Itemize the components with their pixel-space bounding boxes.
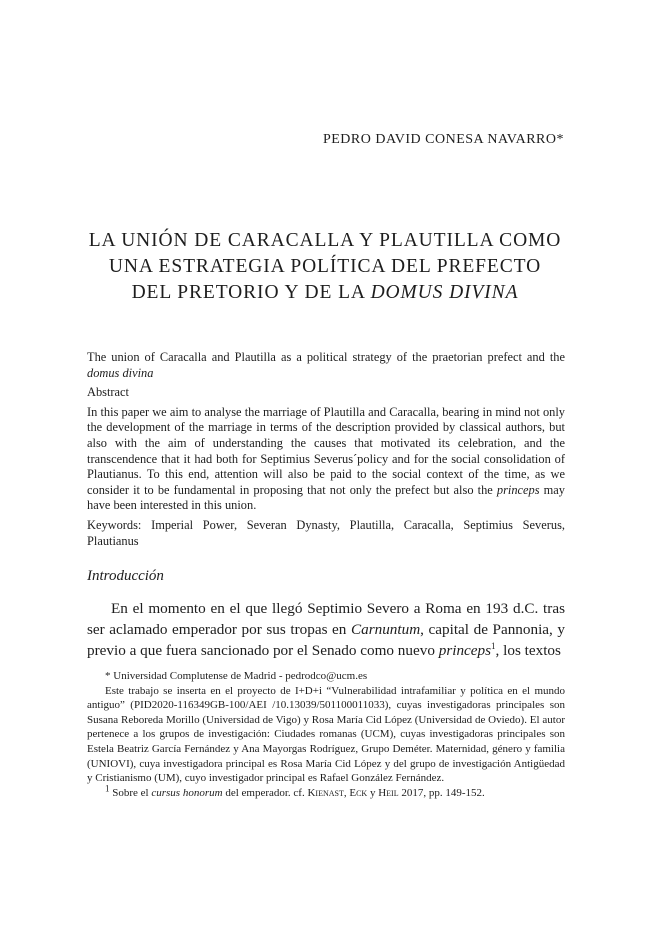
title-line-3-text: DEL PRETORIO Y DE LA <box>131 282 371 303</box>
body-text-part-3: , los textos <box>495 642 561 659</box>
title-line-3-italic: DOMUS DIVINA <box>370 282 519 303</box>
footnote-1-author-1: Kienast <box>307 786 344 799</box>
footnote-ref: 1 <box>491 640 496 651</box>
english-title <box>87 350 565 381</box>
keywords: Keywords: Imperial Power, Severan Dynasty, Plautilla, Caracalla, Septimius Severus, Plautianus <box>87 517 565 548</box>
abstract-heading: Abstract <box>87 385 129 400</box>
body-paragraph <box>87 598 565 661</box>
abstract-body <box>87 405 565 514</box>
title-line-3 <box>60 280 590 306</box>
footnote-1 <box>87 783 565 801</box>
abstract-body-part-2: may have been interested in this union. <box>87 482 566 513</box>
abstract-block <box>87 350 565 549</box>
footnote-1-author-3: Heil <box>378 786 399 799</box>
footnote-1-author-2: Eck <box>349 786 368 799</box>
footnote-1-italic: cursus honorum <box>151 786 223 799</box>
english-title-text: The union of Caracalla and Plautilla as a political strategy of the praetorian prefect and the <box>87 350 565 364</box>
article-title <box>60 228 590 306</box>
english-title-italic: domus divina <box>87 365 154 380</box>
footnote-project: Este trabajo se inserta en el proyecto de I+D+i “Vulnerabilidad intrafamiliar y política en el mundo antiguo” (PID2020-116349GB-100/AEI /10.13039/501100011033), cuyas investigadoras principales son Susana Reboreda Morillo (Universidad de Vigo) y Rosa María Cid López (Universidad de Oviedo). El autor pertenece a los grupos de investigación: Ciudades romanas (UCM), cuyas investigadoras principales son Estela Beatriz García Fernández y Ana Mayorgas Rodríguez, Grupo Deméter. Maternidad, género y familia (UNIOVI), cuya investigadora principal es Rosa María Cid López y del grupo de investigación Antigüedad y Cristianismo (UM), cuyo investigador principal es Rafael González Fernández. <box>87 684 565 785</box>
body-italic-1: Carnuntum <box>350 621 421 638</box>
footnote-1-marker: 1 <box>105 783 110 794</box>
body-text-part-2: , capital de Pannonia, y previo a que fuera sancionado por el Senado como nuevo <box>87 621 565 659</box>
footnote-affiliation: * Universidad Complutense de Madrid - pedrodco@ucm.es <box>105 670 368 682</box>
footnotes <box>87 669 565 800</box>
title-line-2: UNA ESTRATEGIA POLÍTICA DEL PREFECTO <box>108 256 542 277</box>
title-line-1: LA UNIÓN DE CARACALLA Y PLAUTILLA COMO <box>88 230 562 251</box>
footnote-1-sep-1: , <box>343 786 350 799</box>
body-italic-2: princeps <box>438 642 492 659</box>
footnote-1-prefix: Sobre el <box>109 786 152 799</box>
abstract-body-part-1: In this paper we aim to analyse the marriage of Plautilla and Caracalla, bearing in mind not only the development of the marriage in terms of the description provided by classical authors, but also with the aim of understanding the causes that motivated its celebration, and the transcendence that it had both for Septimius Severus´policy and for the social consolidation of Plautianus. To this end, attention will also be paid to the social context of the time, as we consider it to be fundamental in proposing that not only the prefect but also the <box>87 404 565 497</box>
abstract-body-italic: princeps <box>496 482 540 497</box>
section-heading: Introducción <box>87 568 164 584</box>
footnote-1-suffix: 2017, pp. 149-152. <box>398 786 485 799</box>
footnote-1-mid: del emperador. cf. <box>222 786 308 799</box>
author-name: PEDRO DAVID CONESA NAVARRO* <box>322 132 564 147</box>
footnote-1-sep-2: y <box>367 786 379 799</box>
body-text-part-1: En el momento en el que llegó Septimio Severo a Roma en 193 d.C. tras ser aclamado emperador por sus tropas en <box>87 600 565 638</box>
